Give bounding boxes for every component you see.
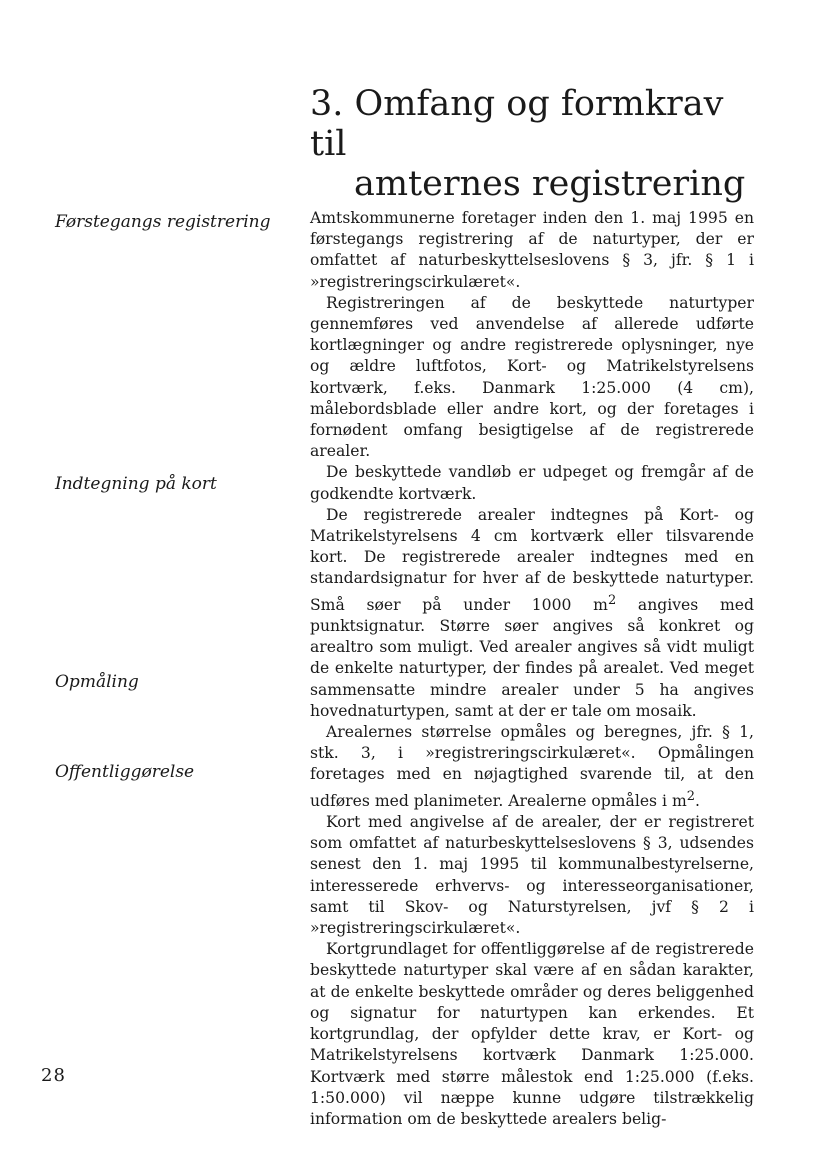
body-text xyxy=(310,208,754,1130)
paragraph-registrering: Registreringen af de beskyttede naturtyper gennemføres ved anvendelse af allerede udførte kortlægninger og andre registrerede oplysninger, nye og ældre luftfotos, Kort- og Matrikelstyrelsens kortværk, f.eks. Danmark 1:25.000 (4 cm), målebordsblade eller andre kort, og der foretages i fornødent omfang besigtigelse af de registrerede arealer. xyxy=(310,293,754,461)
chapter-title xyxy=(310,84,750,204)
paragraph-offentliggorelse: Kort med angivelse af de arealer, der er registreret som omfattet af naturbeskyttelseslovens § 3, udsendes senest den 1. maj 1995 til kommunalbestyrelserne, interesserede erhvervs- og interesseorganisationer, samt til Skov- og Naturstyrelsen, jvf § 2 i »registreringscirkulæret«. xyxy=(310,813,754,938)
paragraph-opmaling-a: Arealernes størrelse opmåles og beregnes, jfr. § 1, stk. 3, i »registreringscirkulæret«. Opmålingen foretages med en nøjagtighed svarende til, at den udføres med planimeter. Arealerne opmåles i m xyxy=(310,723,754,810)
side-heading-opmaling: Opmåling xyxy=(55,672,139,692)
side-heading-offentliggorelse: Offentliggørelse xyxy=(55,762,195,782)
page-number: 28 xyxy=(41,1065,66,1086)
paragraph-vandlob: De beskyttede vandløb er udpeget og fremgår af de godkendte kortværk. xyxy=(310,463,754,503)
paragraph-indtegning xyxy=(310,505,754,722)
chapter-title-line-2: amternes registrering xyxy=(354,164,746,204)
superscript-2: 2 xyxy=(686,788,696,804)
chapter-title-line-1: 3. Omfang og formkrav til xyxy=(310,84,724,164)
paragraph-kortgrundlag: Kortgrundlaget for offentliggørelse af de registrerede beskyttede naturtyper skal være af en sådan karakter, at de enkelte beskyttede områder og deres beliggenhed og signatur for naturtypen kan erkendes. Et kortgrundlag, der opfylder dette krav, er Kort- og Matrikelstyrelsens kortværk Danmark 1:25.000. Kortværk med større målestok end 1:25.000 (f.eks. 1:50.000) vil næppe kunne udgøre tilstrækkelig information om de beskyttede arealers belig- xyxy=(310,940,754,1128)
superscript-2: 2 xyxy=(607,592,617,608)
paragraph-indtegning-a: De registrerede arealer indtegnes på Kort- og Matrikelstyrelsens 4 cm kortværk eller tilsvarende kort. De registrerede arealer indtegnes med en standardsignatur for hver af de beskyttede naturtyper. Små søer på under 1000 m xyxy=(310,505,754,614)
paragraph-opmaling xyxy=(310,722,754,812)
paragraph-opmaling-b: . xyxy=(695,791,700,810)
paragraph-forstegangs: Amtskommunerne foretager inden den 1. maj 1995 en førstegangs registrering af de naturtyper, der er omfattet af naturbeskyttelseslovens § 3, jfr. § 1 i »registreringscirkulæret«. xyxy=(310,209,754,291)
side-heading-forstegangs: Førstegangs registrering xyxy=(55,212,271,232)
side-heading-indtegning: Indtegning på kort xyxy=(55,474,217,494)
paragraph-indtegning-b: angives med punktsignatur. Større søer angives så konkret og arealtro som muligt. Ved arealer angives så vidt muligt de enkelte naturtyper, der findes på arealet. Ved meget sammensatte mindre arealer under 5 ha angives hovednaturtypen, samt at der er tale om mosaik. xyxy=(310,595,755,720)
